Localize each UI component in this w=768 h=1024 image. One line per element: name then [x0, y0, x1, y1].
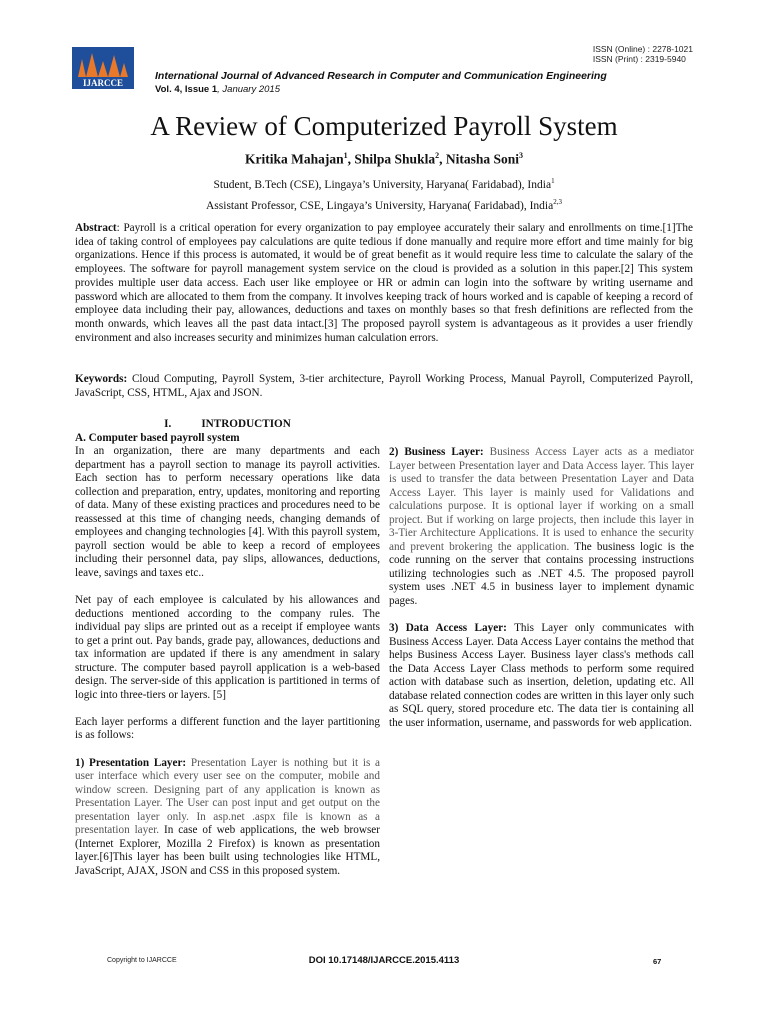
author-name: Kritika Mahajan — [245, 151, 344, 167]
intro-paragraph-2: Net pay of each employee is calculated by his allowances and deductions mentioned according to the company rules. The individual pay slips are printed out as a receipt if employee wants to get a print out. Pay bands, grade pay, allowances, deductions and tax information are updated if there is any amendment in salary structure. The computer based payroll application is a web-based design. The server-side of this application is partitioned in terms of logic into three-tiers or layers. [5] — [75, 594, 380, 701]
intro-paragraph-1: In an organization, there are many departments and each department has a payroll section to manage its payroll activities. Each section has to perform necessary operations like data collection and preparation, entry, updates, monitoring and reporting of data. Many of these existing practices and procedures need to be reassessed at this time of changing needs, changing demands of employees and changing technologies [4]. With this payroll system, payroll section would be able to keep a record of employees including their personnel data, pay slips, allowances, deductions, leave, savings and taxes etc.. — [75, 445, 380, 580]
keywords — [75, 373, 693, 400]
logo-text: IJARCCE — [82, 78, 124, 88]
footer-doi: DOI 10.17148/IJARCCE.2015.4113 — [308, 955, 460, 966]
presentation-layer-paragraph — [75, 757, 380, 879]
presentation-layer-text-light: Presentation Layer is nothing but it is a user interface which every user see on the computer, mobile and window screen. Designing part of any application is known as Presentation Layer. The User can post input and get output on the presentation layer only. In asp.net .aspx file is known as a presentation layer. — [75, 756, 380, 837]
footer-copyright: Copyright to IJARCCE — [107, 957, 177, 964]
affiliation-text: Student, B.Tech (CSE), Lingaya’s University, Haryana( Faridabad), India — [213, 178, 552, 191]
issn-print: ISSN (Print) : 2319-5940 — [592, 54, 686, 64]
affiliation-sup: 2,3 — [553, 198, 562, 206]
issue-date: , January 2015 — [217, 84, 280, 95]
presentation-layer-label: 1) Presentation Layer: — [75, 756, 187, 769]
left-column — [75, 418, 380, 878]
journal-name: International Journal of Advanced Research in Computer and Communication Engineering — [155, 70, 607, 82]
affiliation-sup: 1 — [551, 177, 555, 185]
section-heading — [75, 418, 380, 432]
data-access-layer-paragraph — [389, 622, 694, 730]
business-layer-paragraph — [389, 446, 694, 609]
affiliation-1 — [0, 177, 768, 191]
author-sup: 3 — [518, 151, 523, 160]
author-sup: 1 — [343, 151, 348, 160]
presentation-layer-text: In case of web applications, the web browser (Internet Explorer, Mozilla 2 Firefox) is known as presentation layer.[6]This layer has been built using technologies like HTML, JavaScript, AJAX, JSON and CSS in this proposed system. — [75, 824, 380, 877]
keywords-text: Cloud Computing, Payroll System, 3-tier architecture, Payroll Working Process, Manual Payroll, Computerized Payroll, JavaScript, CSS, HTML, Ajax and JSON. — [75, 373, 693, 399]
issn-block — [593, 44, 693, 64]
affiliation-text: Assistant Professor, CSE, Lingaya’s University, Haryana( Faridabad), India — [206, 199, 554, 212]
author-list — [0, 151, 768, 168]
ijarcce-logo — [72, 47, 134, 89]
data-access-layer-text: This Layer only communicates with Business Access Layer. Data Access Layer contains the method that helps Business Access Layer. Business layer class's methods call the Data Access Layer Class methods to perform some required action with database such as insertion, deletion, updating etc. All database related connection codes are written in this layer only such as SQL query, stored procedure etc. The data tier is containing all the user information, username, and passwords for web application. — [389, 622, 695, 729]
abstract — [75, 222, 693, 345]
intro-paragraph-3: Each layer performs a different function and the layer partitioning is as follows: — [75, 715, 380, 742]
business-layer-text-light: Business Access Layer acts as a mediator Layer between Presentation layer and Data Access layer. This layer is used to transfer the data between Presentation Layer and Data Access Layer. This layer is mainly used for Validations and calculations purpose. It is optional layer if working on a small project. But if working on large projects, then include this layer in 3-Tier Architecture Applications. It is used to enhance the security and prevent brokering the application. — [389, 446, 694, 553]
author-name: Nitasha Soni — [445, 151, 519, 167]
keywords-label: Keywords: — [75, 373, 128, 385]
abstract-text: : Payroll is a critical operation for every organization to pay employee accurately their salary and enrollments on time.[1]The idea of taking control of employees pay calculations are quite tedious if done manually and require more effort and time mainly for big organizations. Hence if this process is automated, it would be of great benefit as it would require less time to calculate the salary of the employees. The software for payroll management system service on the cloud is provided as a solution in this paper.[2] This system provides multiple user data access. Each user like employee or HR or admin can login into the software by writing username and password which are allocated to them from the company. It involves keeping track of hours worked and is capable of keeping a record of employee data including their pay, allowances, deductions and taxes on monthly bases so that fresh definitions are reflected from the month onwards, which leaves all the past data intact.[3] The proposed payroll system is advantageous as it provides a user friendly environment and also increases security and minimizes human calculation errors. — [75, 222, 693, 344]
business-layer-text: The business logic is the code running on the server that contains processing instructions utilizing technologies such as .NET 4.5. The proposed payroll system uses .NET 4.5 in business layer to implement dynamic pages. — [389, 540, 694, 608]
business-layer-label: 2) Business Layer: — [389, 446, 484, 458]
section-number: I. — [164, 418, 172, 430]
volume-issue — [155, 84, 280, 95]
data-access-layer-label: 3) Data Access Layer: — [389, 622, 507, 635]
volume-number: Vol. 4, Issue 1 — [155, 84, 218, 95]
abstract-label: Abstract — [75, 222, 117, 234]
page-number: 67 — [653, 957, 662, 966]
section-title: INTRODUCTION — [201, 418, 291, 430]
subsection-heading: A. Computer based payroll system — [75, 431, 240, 444]
author-sup: 2 — [435, 151, 440, 160]
issn-online: ISSN (Online) : 2278-1021 — [592, 44, 693, 54]
author-name: Shilpa Shukla — [354, 151, 436, 167]
paper-title: A Review of Computerized Payroll System — [150, 111, 618, 141]
affiliation-2 — [0, 198, 768, 212]
right-column — [389, 446, 694, 730]
author-separator: , — [439, 151, 446, 167]
author-separator: , — [347, 151, 355, 167]
